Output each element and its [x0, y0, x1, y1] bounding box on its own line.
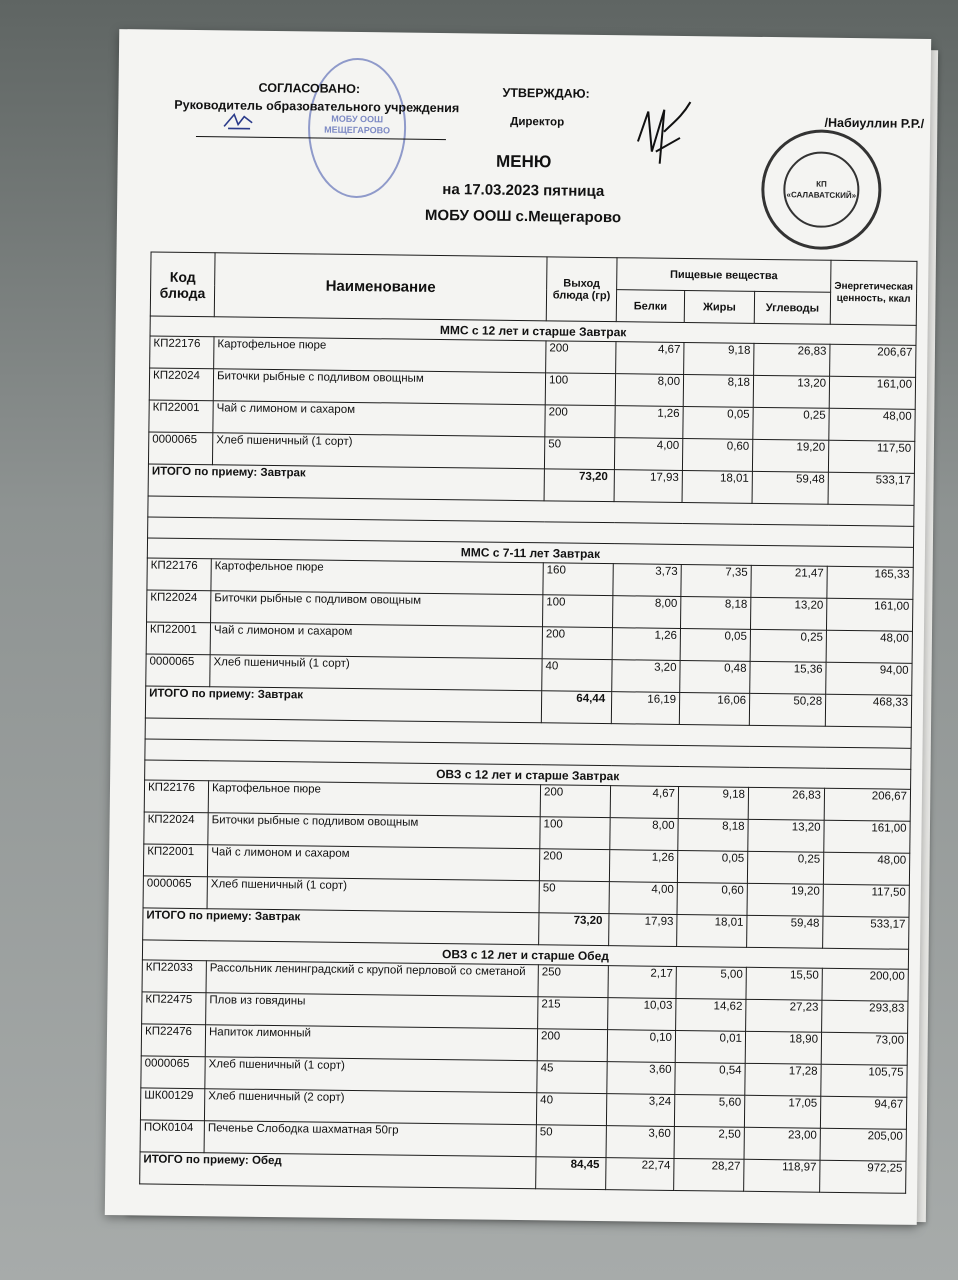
cell-protein: 4,00	[614, 438, 682, 471]
cell-code: КП22476	[141, 1024, 205, 1057]
cell-name: Биточки рыбные с подливом овощным	[213, 369, 545, 405]
cell-carbs: 15,36	[750, 661, 826, 694]
cell-carbs: 13,20	[750, 597, 826, 630]
cell-carbs: 26,83	[754, 343, 830, 376]
section-title: ММС с 7-11 лет Завтрак	[147, 538, 913, 567]
cell-code: КП22001	[146, 622, 210, 655]
cell-carbs: 13,20	[753, 375, 829, 408]
cell-output: 50	[544, 437, 614, 470]
cell-energy: 48,00	[829, 408, 915, 441]
cell-carbs: 27,23	[746, 999, 822, 1032]
cell-output: 200	[540, 785, 610, 818]
cell-energy: 94,00	[826, 662, 912, 695]
cell-output: 100	[543, 595, 613, 628]
cell-protein: 3,24	[606, 1094, 674, 1127]
cell-fat: 0,05	[683, 407, 753, 440]
cell-protein: 1,26	[612, 628, 680, 661]
approve-label: УТВЕРЖДАЮ:	[502, 85, 590, 101]
director-label: Директор	[510, 115, 565, 129]
total-output: 84,45	[536, 1157, 606, 1190]
cell-protein: 4,67	[616, 342, 684, 375]
col-header-energy: Энергетическая ценность, ккал	[830, 260, 917, 325]
total-carbs: 59,48	[752, 471, 828, 504]
cell-name: Хлеб пшеничный (1 сорт)	[210, 655, 542, 691]
col-header-name: Наименование	[214, 253, 547, 321]
total-carbs: 50,28	[749, 693, 825, 726]
cell-carbs: 21,47	[751, 565, 827, 598]
cell-code: КП22475	[142, 992, 206, 1025]
cell-output: 100	[545, 373, 615, 406]
total-fat: 28,27	[674, 1158, 744, 1191]
cell-energy: 200,00	[822, 968, 908, 1001]
total-energy: 468,33	[825, 694, 911, 727]
cell-code: КП22024	[144, 812, 208, 845]
total-label: ИТОГО по приему: Обед	[140, 1152, 536, 1189]
cell-name: Напиток лимонный	[205, 1025, 537, 1061]
cell-code: ШК00129	[140, 1088, 204, 1121]
cell-code: КП22001	[149, 400, 213, 433]
cell-name: Хлеб пшеничный (2 сорт)	[204, 1089, 536, 1125]
menu-table-body	[140, 316, 917, 1193]
cell-fat: 0,60	[677, 882, 747, 915]
total-carbs: 59,48	[747, 915, 823, 948]
cell-protein: 4,00	[609, 882, 677, 915]
cell-code: 0000065	[141, 1056, 205, 1089]
total-carbs: 118,97	[744, 1159, 820, 1192]
cell-output: 200	[537, 1029, 607, 1062]
cell-fat: 5,60	[674, 1094, 744, 1127]
cell-energy: 161,00	[827, 598, 913, 631]
cell-fat: 0,05	[680, 628, 750, 661]
total-output: 73,20	[544, 469, 614, 502]
cell-energy: 117,50	[828, 440, 914, 473]
total-label: ИТОГО по приему: Завтрак	[148, 464, 544, 501]
cell-output: 40	[536, 1093, 606, 1126]
cell-carbs: 23,00	[744, 1127, 820, 1160]
total-label: ИТОГО по приему: Завтрак	[143, 908, 539, 945]
cell-energy: 293,83	[822, 1000, 908, 1033]
head-role-label: Руководитель образовательного учреждения	[174, 97, 460, 116]
total-protein: 17,93	[609, 914, 677, 947]
col-header-protein: Белки	[616, 290, 684, 323]
cell-fat: 0,54	[675, 1062, 745, 1095]
cell-protein: 3,73	[613, 564, 681, 597]
cell-carbs: 0,25	[747, 851, 823, 884]
total-fat: 18,01	[682, 470, 752, 503]
cell-protein: 3,20	[612, 660, 680, 693]
total-protein: 17,93	[614, 470, 682, 503]
cell-carbs: 18,90	[745, 1031, 821, 1064]
col-header-fat: Жиры	[684, 291, 754, 324]
menu-date: на 17.03.2023 пятница	[442, 181, 605, 201]
cell-name: Биточки рыбные с подливом овощным	[211, 591, 543, 627]
cell-fat: 9,18	[684, 343, 754, 376]
document-header	[117, 29, 932, 254]
school-stamp-text: МОБУ ООШ МЕЩЕГАРОВО	[324, 113, 391, 136]
cell-name: Чай с лимоном и сахаром	[207, 845, 539, 881]
total-fat: 18,01	[677, 914, 747, 947]
cell-carbs: 19,20	[752, 439, 828, 472]
company-stamp-line1: КП	[816, 179, 827, 189]
total-output: 73,20	[539, 913, 609, 946]
cell-energy: 206,67	[830, 344, 916, 377]
total-energy: 533,17	[828, 472, 914, 505]
col-header-code: Код блюда	[150, 252, 215, 317]
cell-name: Печенье Слободка шахматная 50гр	[204, 1121, 536, 1157]
cell-carbs: 15,50	[746, 967, 822, 1000]
menu-sheet	[105, 29, 931, 1225]
cell-output: 45	[537, 1061, 607, 1094]
cell-name: Картофельное пюре	[214, 337, 546, 373]
cell-name: Хлеб пшеничный (1 сорт)	[212, 433, 544, 469]
cell-name: Плов из говядины	[206, 993, 538, 1029]
cell-output: 40	[542, 659, 612, 692]
menu-table	[139, 251, 917, 1193]
cell-code: КП22176	[150, 336, 214, 369]
section-title: ММС с 12 лет и старше Завтрак	[150, 316, 916, 345]
cell-protein: 8,00	[612, 596, 680, 629]
cell-energy: 205,00	[820, 1128, 906, 1161]
cell-name: Картофельное пюре	[211, 559, 543, 595]
cell-protein: 1,26	[615, 406, 683, 439]
cell-name: Рассольник ленинградский с крупой перловой со сметаной	[206, 961, 538, 997]
cell-code: 0000065	[148, 432, 212, 465]
cell-carbs: 13,20	[748, 819, 824, 852]
cell-energy: 206,67	[824, 788, 910, 821]
agreed-label: СОГЛАСОВАНО:	[258, 80, 361, 97]
cell-name: Чай с лимоном и сахаром	[210, 623, 542, 659]
cell-protein: 3,60	[606, 1126, 674, 1159]
cell-output: 200	[542, 627, 612, 660]
cell-protein: 0,10	[607, 1030, 675, 1063]
cell-fat: 0,05	[677, 850, 747, 883]
cell-fat: 14,62	[676, 998, 746, 1031]
cell-name: Биточки рыбные с подливом овощным	[208, 813, 540, 849]
cell-output: 215	[538, 997, 608, 1030]
cell-output: 200	[539, 849, 609, 882]
cell-code: КП22176	[144, 780, 208, 813]
cell-output: 160	[543, 563, 613, 596]
total-output: 64,44	[541, 691, 611, 724]
cell-fat: 5,00	[676, 966, 746, 999]
cell-carbs: 26,83	[748, 787, 824, 820]
cell-output: 50	[536, 1125, 606, 1158]
cell-fat: 9,18	[678, 786, 748, 819]
cell-energy: 48,00	[823, 852, 909, 885]
cell-energy: 117,50	[823, 884, 909, 917]
cell-protein: 10,03	[608, 998, 676, 1031]
cell-energy: 161,00	[829, 376, 915, 409]
cell-code: 0000065	[146, 654, 210, 687]
cell-code: КП22024	[147, 590, 211, 623]
cell-code: КП22033	[142, 960, 206, 993]
director-name: /Набиуллин Р.Р./	[824, 115, 925, 131]
cell-energy: 48,00	[826, 630, 912, 663]
cell-energy: 94,67	[820, 1096, 906, 1129]
section-title: ОВЗ с 12 лет и старше Обед	[142, 940, 908, 969]
total-label: ИТОГО по приему: Завтрак	[145, 686, 541, 723]
cell-output: 200	[546, 341, 616, 374]
col-header-nutrients: Пищевые вещества	[617, 258, 831, 293]
cell-fat: 0,60	[682, 438, 752, 471]
cell-fat: 0,01	[675, 1030, 745, 1063]
cell-carbs: 17,05	[744, 1095, 820, 1128]
cell-code: 0000065	[143, 876, 207, 909]
cell-fat: 2,50	[674, 1126, 744, 1159]
cell-carbs: 0,25	[753, 407, 829, 440]
cell-name: Хлеб пшеничный (1 сорт)	[207, 877, 539, 913]
total-protein: 22,74	[606, 1158, 674, 1191]
cell-fat: 8,18	[680, 596, 750, 629]
cell-energy: 105,75	[821, 1064, 907, 1097]
cell-fat: 0,48	[680, 660, 750, 693]
cell-output: 50	[539, 881, 609, 914]
col-header-output: Выход блюда (гр)	[546, 257, 617, 322]
cell-protein: 8,00	[610, 818, 678, 851]
total-energy: 533,17	[823, 916, 909, 949]
cell-carbs: 17,28	[745, 1063, 821, 1096]
col-header-carbs: Углеводы	[754, 291, 830, 324]
cell-energy: 165,33	[827, 566, 913, 599]
school-stamp	[307, 57, 407, 198]
total-energy: 972,25	[820, 1160, 906, 1193]
cell-fat: 8,18	[683, 375, 753, 408]
page-title: МЕНЮ	[495, 151, 552, 172]
company-stamp-line2: «САЛАВАТСКИЙ»	[786, 190, 857, 201]
cell-fat: 8,18	[678, 818, 748, 851]
cell-code: КП22001	[143, 844, 207, 877]
cell-energy: 73,00	[821, 1032, 907, 1065]
cell-name: Чай с лимоном и сахаром	[213, 401, 545, 437]
section-title: ОВЗ с 12 лет и старше Завтрак	[145, 760, 911, 789]
cell-protein: 1,26	[609, 850, 677, 883]
cell-protein: 4,67	[610, 786, 678, 819]
cell-code: КП22024	[149, 368, 213, 401]
cell-output: 250	[538, 965, 608, 998]
cell-code: КП22176	[147, 558, 211, 591]
cell-output: 100	[540, 817, 610, 850]
total-protein: 16,19	[611, 692, 679, 725]
cell-code: ПОК0104	[140, 1120, 204, 1153]
cell-protein: 8,00	[615, 374, 683, 407]
cell-carbs: 19,20	[747, 883, 823, 916]
school-name: МОБУ ООШ с.Мещегарово	[424, 206, 622, 227]
cell-protein: 2,17	[608, 966, 676, 999]
total-fat: 16,06	[679, 692, 749, 725]
cell-name: Картофельное пюре	[208, 781, 540, 817]
cell-output: 200	[545, 405, 615, 438]
cell-carbs: 0,25	[750, 629, 826, 662]
cell-protein: 3,60	[607, 1062, 675, 1095]
cell-energy: 161,00	[824, 820, 910, 853]
cell-fat: 7,35	[681, 564, 751, 597]
cell-name: Хлеб пшеничный (1 сорт)	[205, 1057, 537, 1093]
